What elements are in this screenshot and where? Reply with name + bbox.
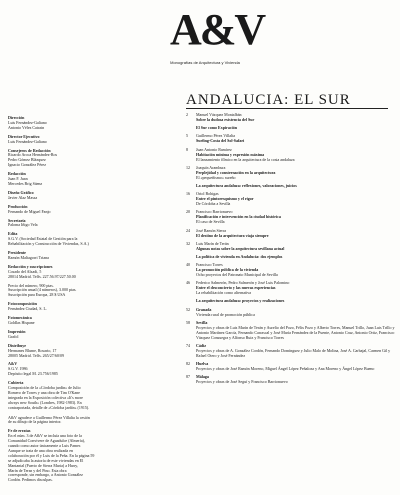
toc-entry — [186, 209, 396, 224]
masthead-group — [8, 219, 128, 229]
toc-author: Manuel Vázquez Montalbán — [196, 112, 242, 117]
toc-description: Ocho proyectos del Patronato Municipal de Sevilla — [196, 272, 278, 278]
masthead-line: Paloma Iñigo Vela — [8, 222, 38, 228]
toc-description: El lanzamiento fílmico en la arquitectura de la costa andaluza — [196, 156, 295, 162]
masthead-heading: Impresión — [8, 328, 26, 334]
toc-entry — [186, 320, 396, 340]
toc-description: Proyectos y obras de José Seguí y Francisco Barrionuevo — [196, 379, 288, 385]
masthead-group — [8, 381, 128, 425]
toc-page-number: 74 — [186, 343, 190, 348]
toc-page-number: 12 — [186, 164, 190, 170]
masthead-group — [8, 116, 128, 131]
toc-author: Huelva — [196, 361, 209, 367]
masthead-line: Luis Fernández-Galiano — [8, 138, 47, 144]
logo-subtitle: Monografías de Arquitectura y Vivienda — [170, 60, 240, 65]
toc-entry — [186, 112, 396, 122]
masthead-line: Depósito legal M. 23.756/1985 — [8, 371, 58, 377]
masthead-line: Hermanes Blume, Rosario, 17 — [8, 347, 57, 353]
toc-page-number: 40 — [186, 262, 190, 268]
magazine-logo — [170, 5, 265, 58]
masthead-line: Pedro Gómez Blázquez — [8, 157, 46, 163]
masthead-line: de su dibujo de la página interior. — [8, 419, 62, 425]
toc-author: Luis Marín de Terán — [196, 240, 229, 246]
logo-mark: A&V — [170, 5, 265, 54]
toc-entry — [186, 133, 396, 143]
masthead-line: Goldlas Hispane — [8, 320, 35, 325]
toc-page-number: 58 — [186, 319, 190, 325]
toc-entry — [186, 125, 396, 130]
masthead-heading: Distribuye — [8, 342, 26, 348]
masthead-line: Grafol — [8, 333, 19, 339]
toc-description: Proyectos y obras de A. González Cordón, Fernando Domínguez y Julio Malo de Molina, José A. Carbajal, Carmen Gil y Rafael Otero y José Fernández — [196, 348, 391, 358]
masthead-heading: A&V — [8, 361, 18, 367]
masthead-heading: Presidente — [8, 250, 26, 256]
toc-title: Perplejidad y consternación en la arquitectura — [196, 169, 276, 175]
masthead-line: Suscripción para Europa, 28 $ USA — [8, 292, 66, 298]
masthead-group — [8, 172, 128, 187]
toc-entry — [186, 183, 396, 188]
toc-title: Algunas notas sobre la arquitectura sevillana actual — [196, 245, 285, 251]
masthead-heading: Director Ejecutivo — [8, 133, 40, 139]
toc-description: El caso de Sevilla — [196, 219, 225, 225]
masthead-group — [8, 149, 128, 169]
toc-title: Planificación e intervención en la ciudad histórica — [196, 214, 281, 220]
masthead-line: Marín de Tersn y del Pino. Esta obra — [8, 467, 67, 473]
masthead-line: Javier Alaz Massa — [8, 194, 38, 200]
toc-description: Proyectos y obras de Luis Marín de Terán y Aurelio del Pozo, Félix Pozo y Alberto Torres, Manuel Trillo, Juan Luis Trillo y Antonio Martínez García, Fernando Carrascal y José María Fernández de la Puente, Antonio Cruz, Antonio Ortiz, Francisco Vázquez Consuegra y Alfonso Ruiz y Francisco Torres — [196, 324, 395, 340]
masthead-heading: Consejeros de Redacción — [8, 147, 51, 153]
masthead-group — [8, 330, 128, 340]
masthead-group — [8, 302, 128, 312]
masthead-heading: Redacción y suscripciones — [8, 263, 53, 269]
toc-author: Málaga — [196, 374, 209, 380]
masthead-group — [8, 284, 128, 299]
toc-page-number: 5 — [186, 133, 188, 139]
toc-entry — [186, 343, 396, 358]
masthead-line: Mercedes Brig Sáenz — [8, 180, 43, 186]
page-title: ANDALUCIA: EL SUR — [186, 92, 351, 108]
masthead-group — [8, 429, 128, 483]
masthead-heading: Fotomecánica — [8, 315, 32, 321]
toc-title: El Sur como Expiración — [196, 125, 237, 131]
masthead-line: integrada en la Exposición colectiva «It's more — [8, 394, 83, 400]
masthead-line: corresponde, sin embargo, a Antonio González — [8, 472, 83, 478]
masthead-line: 28005 Madrid. Telfs. 265/27/60/09 — [8, 352, 64, 358]
toc-page-number: 2 — [186, 112, 188, 117]
toc-title: El destino de la arquitectura viaja siempre — [196, 232, 269, 238]
toc-entry — [186, 361, 396, 371]
toc-author: José Ramón Sierra — [196, 227, 226, 233]
masthead-line: Romero de Torres y una obra de Tim O'Kane — [8, 389, 80, 395]
masthead-heading: Fe de erratas — [8, 428, 31, 434]
masthead-line: Fernando de Miguel Fanjo — [8, 208, 51, 214]
toc-title: La promoción pública de la vivienda — [196, 267, 259, 273]
masthead-column — [8, 116, 128, 487]
toc-author: Granada — [196, 306, 212, 312]
masthead-heading: Cubierta — [8, 380, 24, 386]
masthead-line: 28014 Madrid. Telfs. 227.56.97/227.50.00 — [8, 273, 76, 279]
toc-description: El «pequeñismo» sureño — [196, 174, 236, 180]
toc-title: La arquitectura andaluza: reflexiones, valoraciones, juicios — [196, 182, 297, 188]
masthead-line: En el núm. 3 de A&V se incluía una foto de la — [8, 433, 82, 439]
masthead-line: S.G.V. 1986 — [8, 366, 28, 372]
masthead-line: S.G.V. (Sociedad Estatal de Gestión para la — [8, 236, 78, 242]
toc-entry — [186, 147, 396, 162]
masthead-line: Cosado del Alzadi, 5 — [8, 268, 42, 274]
toc-title: La política de vivienda en Andalucía: dos ejemplos — [196, 253, 283, 259]
masthead-line: Aunque se trata de una obra realizada en — [8, 447, 73, 453]
masthead-heading: Dirección — [8, 115, 25, 120]
toc-description: Proyectos y obras de José Ramón Moreno, Miguel Ángel López Peñaloza y Ana Moreno y Ángel López Bueno — [196, 366, 375, 372]
title-divider — [186, 108, 388, 109]
toc-title: Habitación mínima y expresión máxima — [196, 151, 265, 157]
masthead-line: contraportada, detalle de «Córdoba jardín» (1915). — [8, 404, 90, 410]
masthead-group — [8, 316, 128, 326]
toc-description: Vivienda rural de promoción pública — [196, 311, 255, 317]
masthead-line: Comunidad Convivere de Aguadulce (Almería), — [8, 438, 85, 444]
masthead-line: se adjudicaba la autoría de este viviendas en El — [8, 457, 84, 463]
toc-title: La arquitectura andaluza: proyectos y realizaciones — [196, 298, 285, 304]
masthead-line: Mantantal (Puerto de Sierra Maria) a Harry, — [8, 462, 79, 468]
masthead-heading: Diseño Gráfico — [8, 189, 34, 195]
toc-entry — [186, 262, 396, 277]
masthead-line: Luis Fernández-Galiano — [8, 119, 47, 125]
toc-page-number: 8 — [186, 146, 188, 152]
masthead-group — [8, 265, 128, 280]
toc-entry — [186, 374, 396, 384]
masthead-line: A&V agradece a Guillermo Pérez Villalta la cesión — [8, 414, 90, 420]
toc-entry — [186, 280, 396, 295]
masthead-line: Fernández Ciudad, S. L. — [8, 306, 47, 312]
masthead-group — [8, 191, 128, 201]
toc-page-number: 46 — [186, 280, 190, 286]
masthead-line: Antonio Vélez Catrain — [8, 124, 45, 130]
masthead-line: Precio del número, 900 ptas. — [8, 282, 54, 288]
masthead-line: Composición de la «Córdoba jardín» de Julio — [8, 385, 81, 391]
masthead-line: Juan F. Juan — [8, 176, 28, 182]
toc-title: Surfing-Costa del Sol-Safari — [196, 138, 245, 144]
toc-title: Entre el desconcierto y las nuevas experiencias — [196, 285, 276, 291]
toc-author: Oriol Bohigas — [196, 191, 219, 197]
toc-entry — [186, 191, 396, 206]
masthead-group — [8, 344, 128, 359]
toc-page-number: 20 — [186, 209, 190, 215]
toc-author: Juan Antonio Ramírez — [196, 146, 232, 152]
masthead-group — [8, 362, 128, 377]
toc-author: Guillermo Pérez Villalta — [196, 133, 236, 139]
masthead-group — [8, 251, 128, 261]
toc-title: Entre el pintoresquismo y el rigor — [196, 196, 254, 202]
masthead-line: colaboración por él y Luis de la Peña. En la página 59 — [8, 452, 95, 458]
masthead-heading: Edita — [8, 231, 18, 237]
masthead-group — [8, 205, 128, 215]
masthead-line: cuando como autor únicamente a Luis Pamer. — [8, 443, 81, 449]
toc-author: Francisco Torres — [196, 262, 223, 268]
toc-entry — [186, 228, 396, 238]
toc-page-number: 24 — [186, 227, 190, 233]
toc-author: Federico Salmerón, Pedro Salmerón y José Luis Palomino — [196, 280, 290, 286]
toc-entry — [186, 298, 396, 303]
toc-entry — [186, 307, 396, 317]
toc-page-number: 87 — [186, 374, 190, 380]
masthead-line: Suscripción anual (4 números), 3.000 ptas. — [8, 287, 77, 293]
masthead-line: Ignacio González Pérez — [8, 162, 46, 168]
masthead-line: Cordón. Pedimos disculpas. — [8, 477, 53, 483]
toc-entry — [186, 165, 396, 180]
toc-description: De Córdoba a Sevilla — [196, 201, 231, 207]
toc-page-number: 82 — [186, 361, 190, 367]
contents-column — [186, 112, 396, 388]
toc-author: Joaquín Arambura — [196, 164, 226, 170]
masthead-group — [8, 232, 128, 247]
masthead-heading: Redacción — [8, 171, 26, 177]
masthead-line: Ramón Maltagorri Triana — [8, 254, 49, 260]
masthead-heading: Fotocomposición — [8, 301, 37, 307]
toc-entry — [186, 241, 396, 251]
toc-entry — [186, 254, 396, 259]
masthead-heading: Producción — [8, 203, 28, 209]
toc-author: Cádiz — [196, 343, 206, 348]
masthead-line: Ricardo Aroca Hernández-Ros — [8, 152, 58, 158]
toc-page-number: 32 — [186, 240, 190, 246]
toc-author: Francisco Barrionuevo — [196, 209, 233, 215]
toc-author: Sevilla — [196, 319, 208, 325]
masthead-line: Rehabilitación y Construcción de Viviendas, S.A.) — [8, 241, 89, 247]
masthead-line: always new South» (Londres, 1982-1983). En — [8, 399, 82, 405]
masthead-group — [8, 135, 128, 145]
toc-description: La rehabilitación como alternativa — [196, 290, 251, 296]
toc-page-number: 16 — [186, 191, 190, 197]
toc-page-number: 52 — [186, 306, 190, 312]
masthead-heading: Secretaría — [8, 217, 26, 223]
toc-title: Sobre la dudosa existencia del Sur — [196, 117, 255, 122]
